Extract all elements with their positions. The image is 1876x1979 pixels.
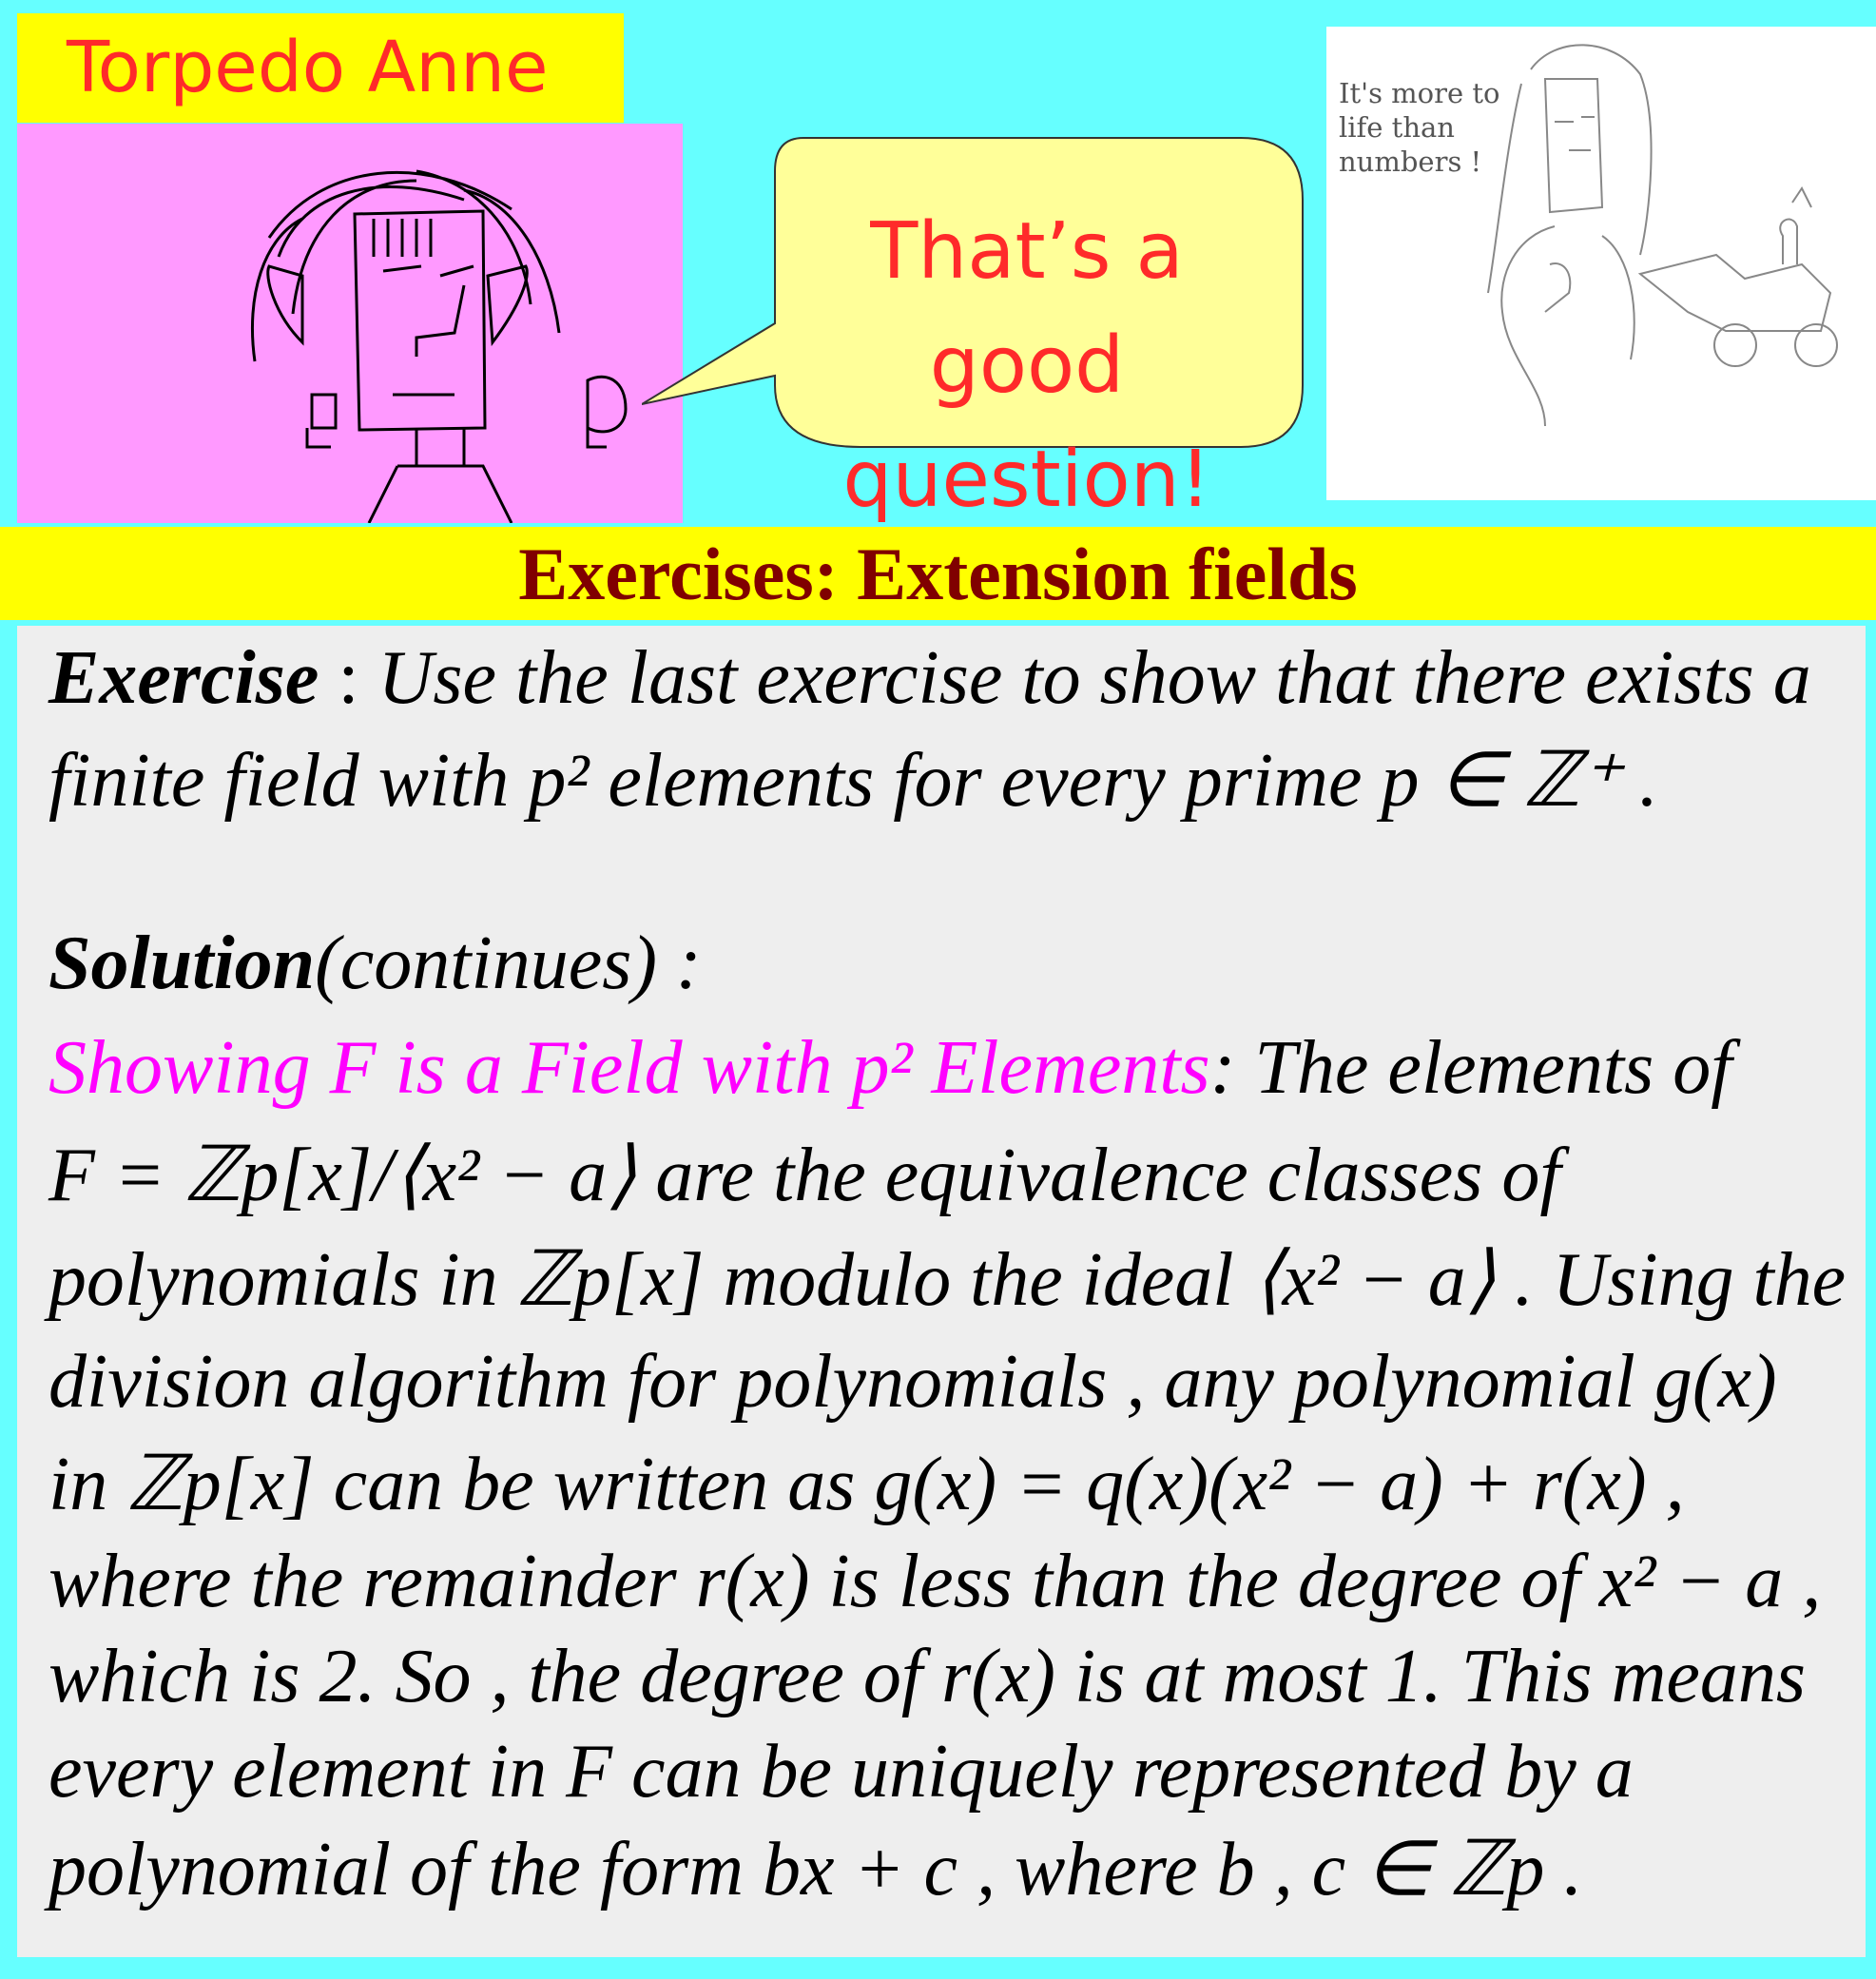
solution-line-3: polynomials in ℤp[x] modulo the ideal ⟨x² − a⟩ . Using the — [48, 1238, 1847, 1322]
page-title: Exercises: Extension fields — [518, 533, 1358, 615]
solution-line-7: which is 2. So , the degree of r(x) is at most 1. This means — [48, 1635, 1807, 1718]
character-name: Torpedo Anne — [67, 27, 549, 108]
solution-heading: Showing F is a Field with p² Elements — [48, 1026, 1210, 1110]
face-doodle-icon — [17, 124, 683, 523]
solution-label-line — [48, 921, 702, 1007]
solution-line-8: every element in F can be uniquely represented by a — [48, 1730, 1634, 1814]
speech-bubble-text: That’s a good question! — [842, 206, 1211, 525]
exercise-line-2: finite field with p² elements for every prime p ∈ ℤ⁺ . — [48, 739, 1658, 823]
solution-line-2: F = ℤp[x]/⟨x² − a⟩ are the equivalence classes of — [48, 1134, 1561, 1217]
solution-label-suffix: (continues) : — [315, 922, 702, 1005]
sketch-caption: It's more to life than numbers ! — [1339, 77, 1500, 178]
solution-label: Solution — [48, 922, 316, 1005]
content-panel — [17, 626, 1866, 1957]
solution-line-9: polynomial of the form bx + c , where b , c ∈ ℤp . — [48, 1828, 1583, 1911]
character-portrait — [17, 124, 683, 523]
solution-line-6: where the remainder r(x) is less than the degree of x² − a , — [48, 1540, 1822, 1623]
solution-line-4: division algorithm for polynomials , any polynomial g(x) — [48, 1340, 1777, 1424]
solution-line-1: Showing F is a Field with p² Elements: The elements of — [48, 1026, 1732, 1110]
exercise-label: Exercise — [48, 636, 319, 720]
exercise-line-1: Exercise : Use the last exercise to show that there exists a — [48, 636, 1811, 720]
solution-line-5: in ℤp[x] can be written as g(x) = q(x)(x² − a) + r(x) , — [48, 1443, 1685, 1526]
exercise-text-1: Use the last exercise to show that there exists a — [377, 636, 1811, 720]
